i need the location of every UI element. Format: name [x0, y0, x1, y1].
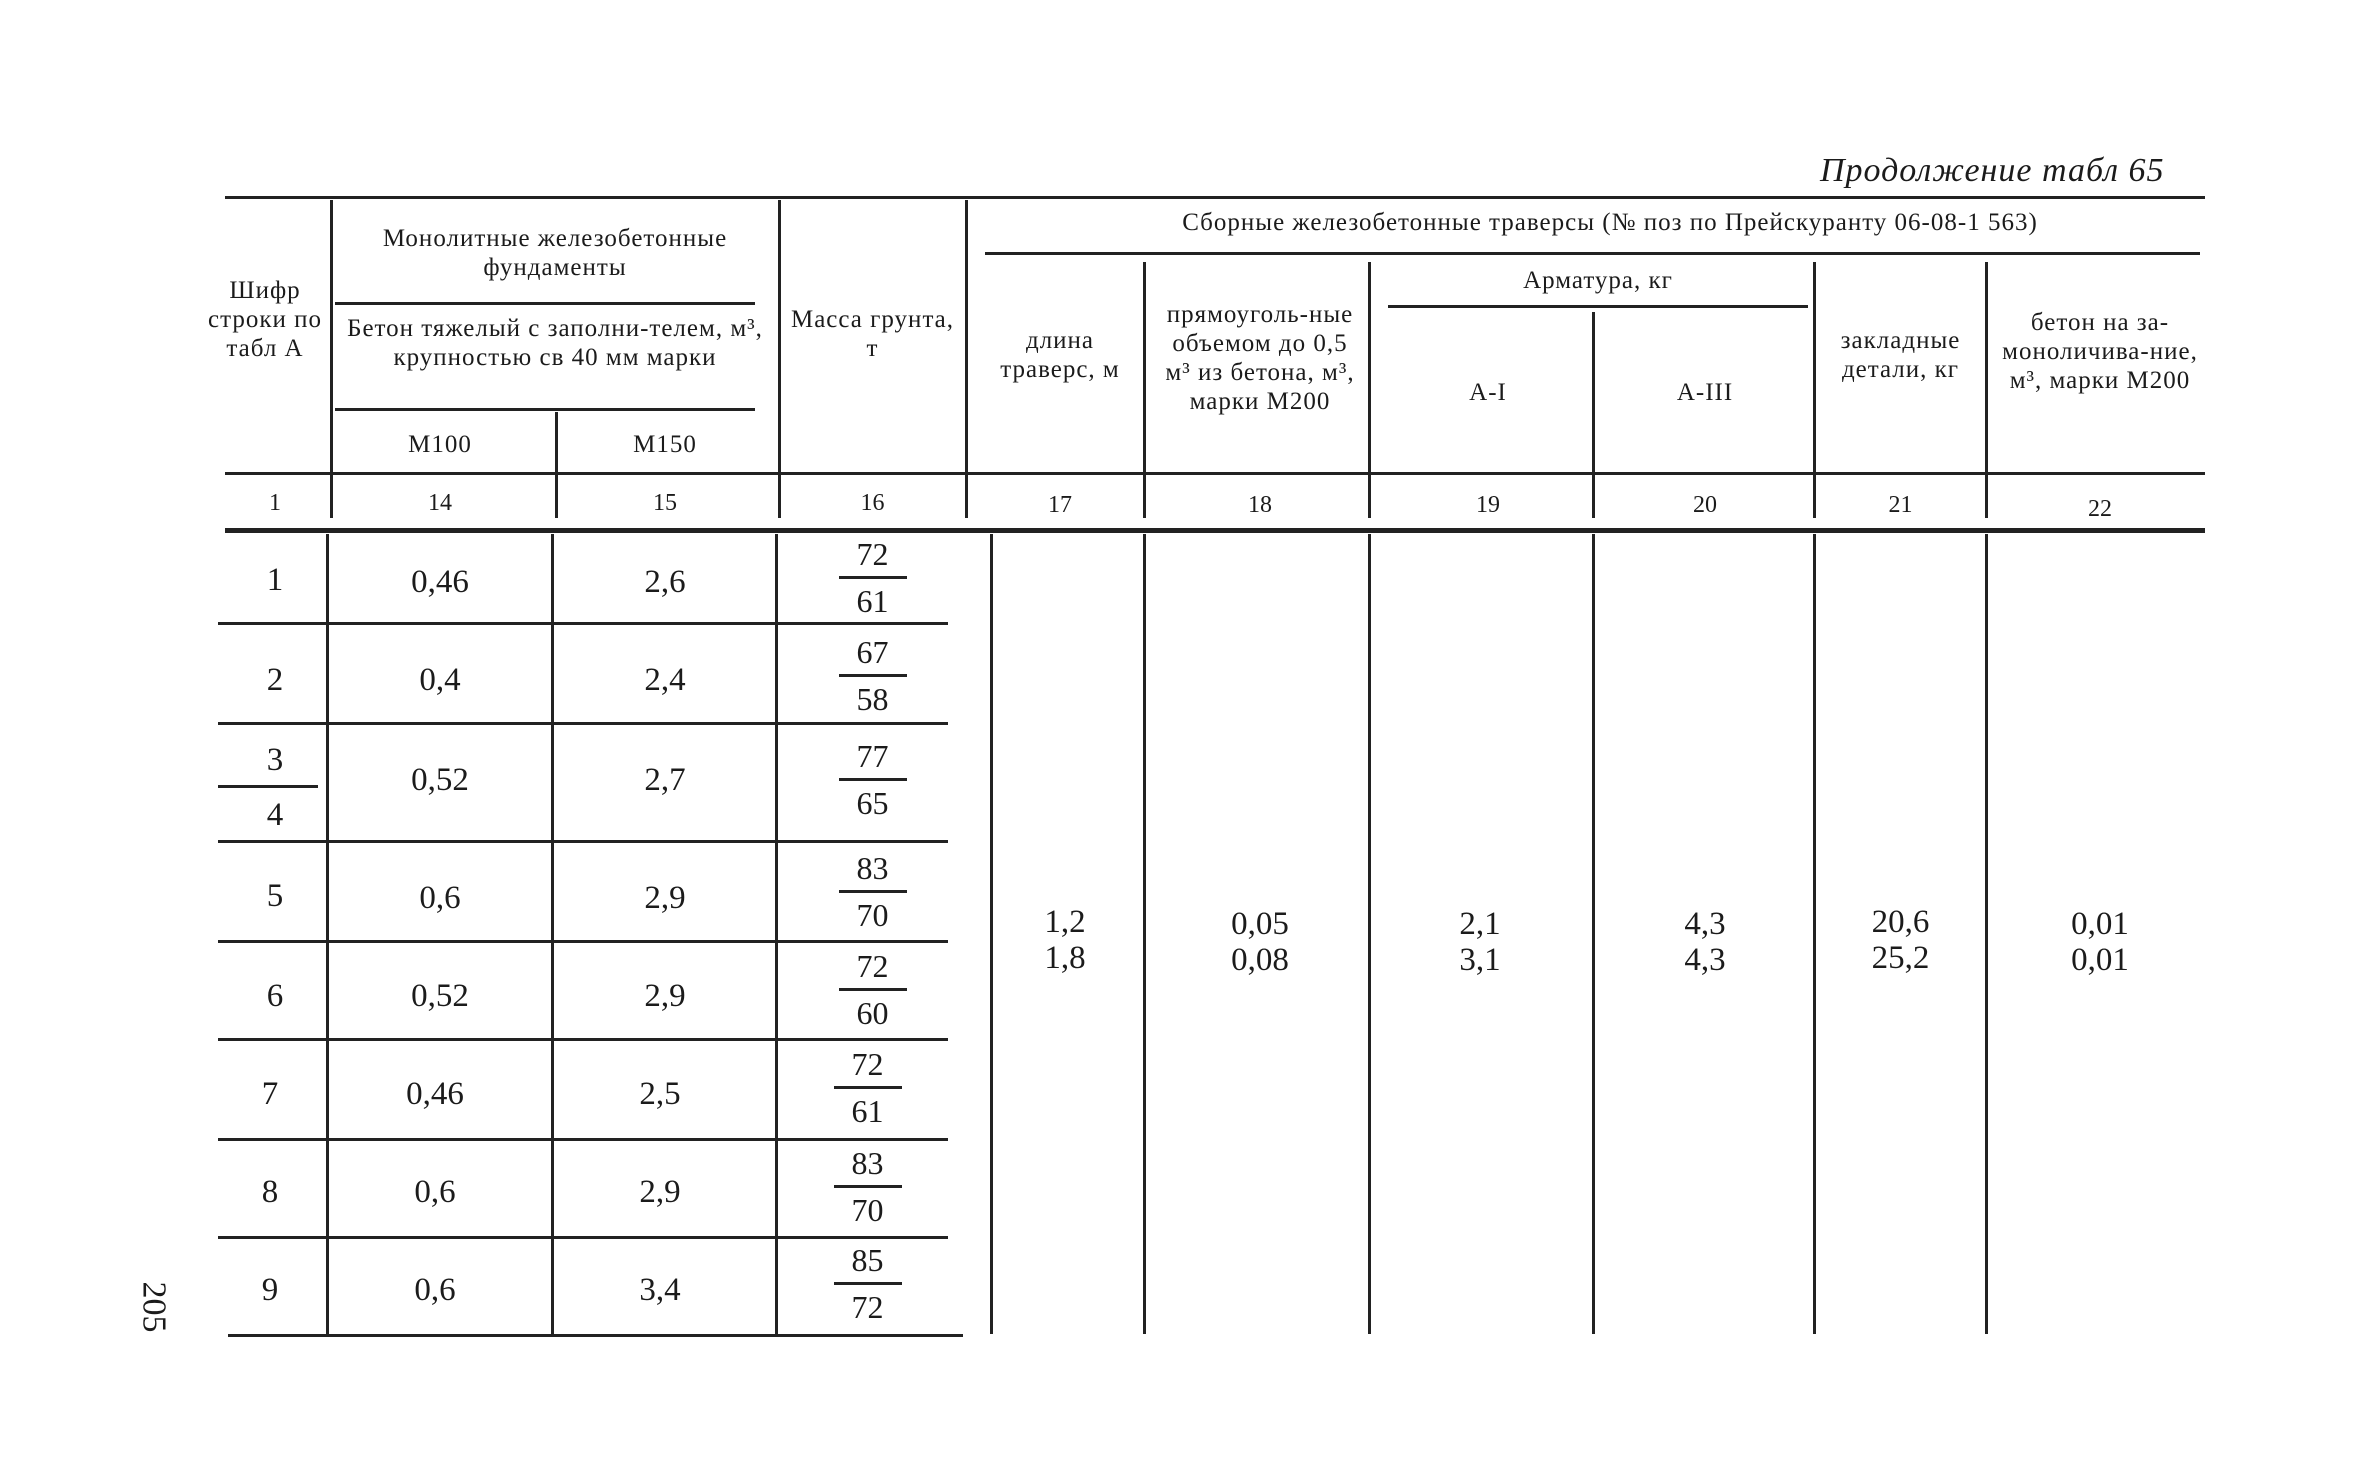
row-1-soil	[785, 536, 960, 619]
merged-rect-volume-2: 0,08	[1231, 942, 1289, 978]
header-traverse-length: длина траверс, м	[1000, 327, 1120, 383]
col-num-17: 17	[1048, 492, 1072, 518]
precast-underline	[985, 252, 2200, 255]
row-9-soil-bottom: 72	[851, 1289, 884, 1325]
row-rule-3b	[218, 785, 318, 788]
header-concrete: Бетон тяжелый с заполни-телем, м³, крупностью св 40 мм марки	[347, 315, 763, 371]
row-1-soil-top: 72	[856, 536, 889, 572]
monolithic-underline	[335, 302, 755, 305]
row-3-m150: 2,7	[644, 762, 686, 798]
col-num-1: 1	[269, 490, 281, 516]
row-7-soil-top: 72	[851, 1046, 884, 1082]
body-top-rule	[225, 530, 2205, 533]
header-divider-9	[1985, 262, 1988, 518]
merged-embedded-1: 20,6	[1871, 904, 1930, 940]
header-grout: бетон на за-моноличива-ние, м³, марки М200	[2002, 309, 2198, 394]
row-3-code: 3	[266, 742, 284, 778]
row-9-soil-top: 85	[851, 1242, 884, 1278]
fraction-bar	[839, 890, 907, 893]
row-rule-5	[218, 1038, 948, 1041]
col-num-19: 19	[1476, 492, 1500, 518]
row-6-code: 6	[266, 978, 284, 1014]
header-monolithic: Монолитные железобетонные фундаменты	[382, 225, 728, 281]
row-9-soil	[780, 1242, 955, 1325]
fraction-bar	[834, 1282, 902, 1285]
table-bottom-rule	[228, 1334, 963, 1337]
row-5-m150: 2,9	[644, 880, 686, 916]
col-num-16: 16	[860, 490, 885, 516]
row-2-m100: 0,4	[419, 662, 461, 698]
merged-a1	[1380, 906, 1580, 978]
row-1-m100: 0,46	[411, 564, 469, 600]
row-7-soil	[780, 1046, 955, 1129]
header-divider-6	[1368, 262, 1371, 518]
header-divider-2	[555, 412, 558, 518]
header-m150: М150	[633, 431, 697, 458]
row-6-soil	[785, 948, 960, 1031]
row-rule-1	[218, 622, 948, 625]
merged-length	[995, 904, 1135, 976]
body-divider-8	[1985, 534, 1988, 1334]
row-3-soil-top: 77	[856, 738, 889, 774]
row-5-m100: 0,6	[419, 880, 461, 916]
body-divider-4	[1143, 534, 1146, 1334]
merged-length-2: 1,8	[1044, 940, 1086, 976]
row-8-m100: 0,6	[414, 1174, 456, 1210]
row-2-code: 2	[266, 662, 284, 698]
row-8-code: 8	[261, 1174, 279, 1210]
body-divider-1	[326, 534, 329, 1334]
row-5-code: 5	[266, 878, 284, 914]
row-8-soil-top: 83	[851, 1145, 884, 1181]
header-armature: Арматура, кг	[1523, 267, 1673, 294]
header-soil-mass: Масса грунта, т	[790, 306, 955, 362]
row-3-m100: 0,52	[411, 762, 469, 798]
armature-underline	[1388, 305, 1808, 308]
row-2-soil-bottom: 58	[856, 681, 889, 717]
row-1-code: 1	[266, 562, 284, 598]
fraction-bar	[839, 778, 907, 781]
col-num-20: 20	[1693, 492, 1717, 518]
row-rule-3	[218, 840, 948, 843]
fraction-bar	[839, 988, 907, 991]
body-divider-5	[1368, 534, 1371, 1334]
merged-a3-1: 4,3	[1684, 906, 1726, 942]
merged-grout	[1995, 906, 2205, 978]
row-3-soil	[785, 738, 960, 821]
merged-a3-2: 4,3	[1684, 942, 1726, 978]
merged-rect-volume	[1160, 906, 1360, 978]
col-num-22: 22	[2088, 496, 2112, 522]
row-2-soil	[785, 634, 960, 717]
row-rule-2	[218, 722, 948, 725]
table-top-rule	[225, 196, 2205, 199]
header-divider-8	[1813, 262, 1816, 518]
merged-length-1: 1,2	[1044, 904, 1086, 940]
header-m100: М100	[408, 431, 472, 458]
merged-a1-1: 2,1	[1459, 906, 1501, 942]
header-a3: А-III	[1676, 379, 1734, 406]
row-1-m150: 2,6	[644, 564, 686, 600]
row-8-soil-bottom: 70	[851, 1192, 884, 1228]
row-9-code: 9	[261, 1272, 279, 1308]
fraction-bar	[839, 576, 907, 579]
row-6-soil-bottom: 60	[856, 995, 889, 1031]
col-num-14: 14	[428, 490, 452, 516]
header-divider-4	[965, 200, 968, 518]
header-rect-volume: прямоуголь-ные объемом до 0,5 м³ из бетона, м³, марки М200	[1165, 301, 1355, 415]
row-9-m150: 3,4	[639, 1272, 681, 1308]
table-caption: Продолжение табл 65	[1820, 152, 2165, 189]
row-7-m150: 2,5	[639, 1076, 681, 1112]
merged-grout-1: 0,01	[2071, 906, 2129, 942]
fraction-bar	[834, 1185, 902, 1188]
row-1-soil-bottom: 61	[856, 583, 889, 619]
row-7-code: 7	[261, 1076, 279, 1112]
concrete-underline	[335, 408, 755, 411]
merged-embedded-2: 25,2	[1871, 940, 1930, 976]
fraction-bar	[834, 1086, 902, 1089]
body-divider-3	[775, 534, 778, 1334]
row-8-soil	[780, 1145, 955, 1228]
fraction-bar	[839, 674, 907, 677]
header-divider-7	[1592, 312, 1595, 518]
merged-grout-2: 0,01	[2071, 942, 2129, 978]
merged-a3	[1600, 906, 1810, 978]
row-6-m150: 2,9	[644, 978, 686, 1014]
header-row-code: Шифр строки по табл А	[208, 277, 322, 362]
row-6-soil-top: 72	[856, 948, 889, 984]
header-bottom-rule	[225, 472, 2205, 475]
merged-a1-2: 3,1	[1459, 942, 1501, 978]
row-5-soil-bottom: 70	[856, 897, 889, 933]
merged-embedded	[1818, 904, 1983, 976]
row-6-m100: 0,52	[411, 978, 469, 1014]
row-2-soil-top: 67	[856, 634, 889, 670]
row-2-m150: 2,4	[644, 662, 686, 698]
row-rule-7	[218, 1236, 948, 1239]
body-divider-6	[1592, 534, 1595, 1334]
row-5-soil	[785, 850, 960, 933]
row-3-soil-bottom: 65	[856, 785, 889, 821]
row-9-m100: 0,6	[414, 1272, 456, 1308]
page-number: 205	[135, 1281, 173, 1333]
header-divider-1	[330, 200, 333, 518]
row-5-soil-top: 83	[856, 850, 889, 886]
header-divider-5	[1143, 262, 1146, 518]
header-precast: Сборные железобетонные траверсы (№ поз по Прейскуранту 06-08-1 563)	[1182, 209, 2038, 236]
group-brace-line	[990, 534, 993, 1334]
header-embedded: закладные детали, кг	[1840, 327, 1961, 383]
col-num-15: 15	[653, 490, 677, 516]
col-num-21: 21	[1888, 492, 1913, 518]
row-7-m100: 0,46	[406, 1076, 464, 1112]
row-rule-6	[218, 1138, 948, 1141]
row-rule-4	[218, 940, 948, 943]
merged-rect-volume-1: 0,05	[1231, 906, 1289, 942]
col-num-18: 18	[1248, 492, 1272, 518]
row-8-m150: 2,9	[639, 1174, 681, 1210]
body-divider-7	[1813, 534, 1816, 1334]
header-a1: А-I	[1469, 379, 1507, 406]
header-divider-3	[778, 200, 781, 518]
row-4-code: 4	[266, 797, 284, 833]
row-7-soil-bottom: 61	[851, 1093, 884, 1129]
body-divider-2	[551, 534, 554, 1334]
